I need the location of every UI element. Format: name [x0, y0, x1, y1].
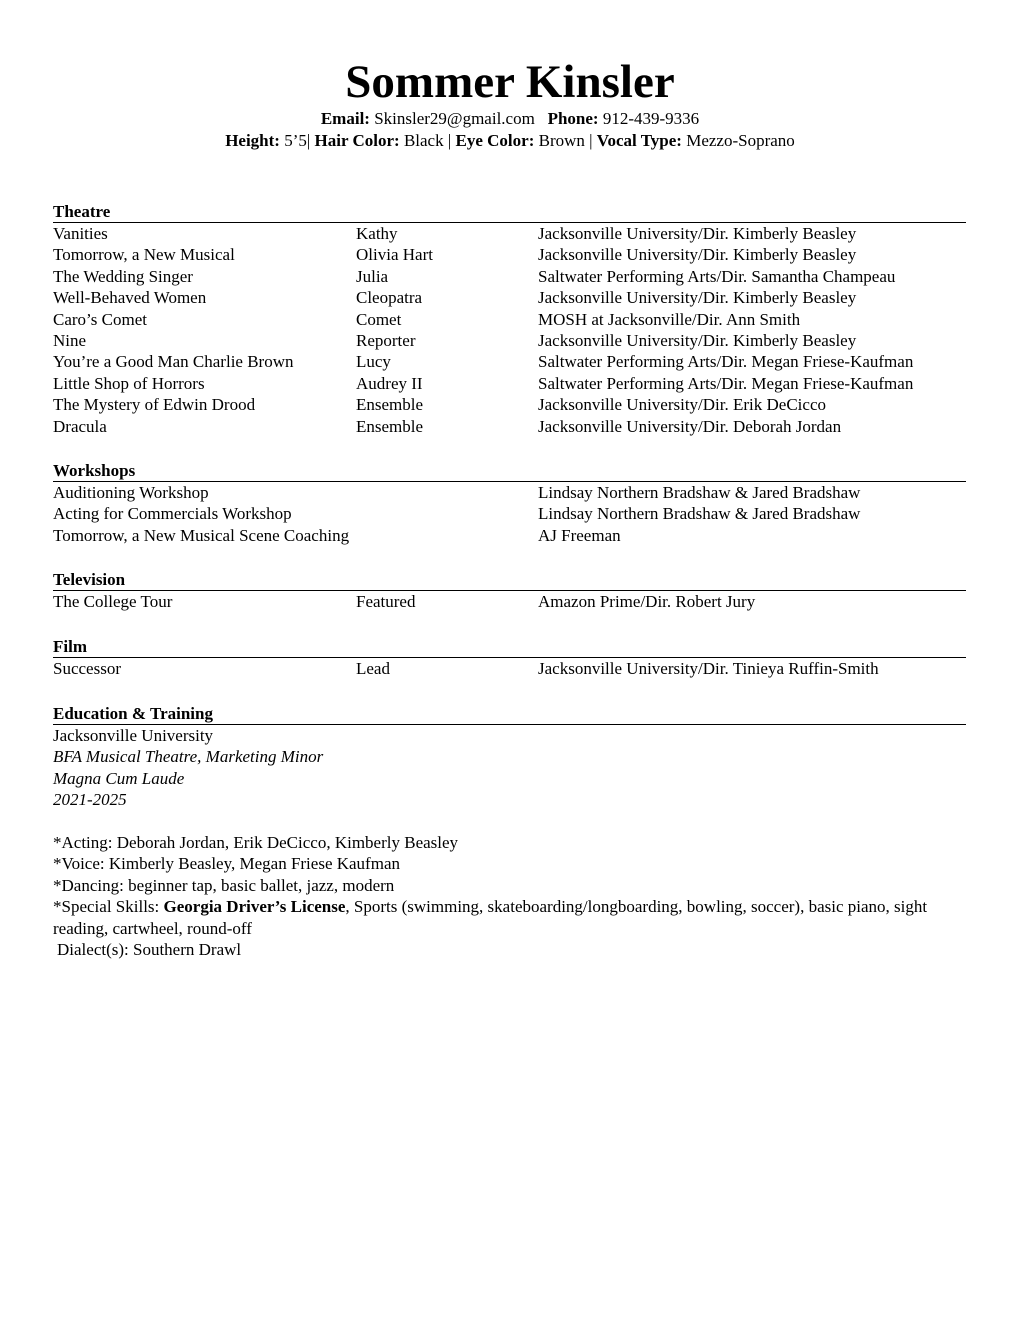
- skills-dancing: *Dancing: beginner tap, basic ballet, jazz, modern: [53, 875, 395, 895]
- theatre-role: Ensemble: [356, 416, 424, 436]
- special-rest: , Sports (swimming, skateboarding/longboarding, bowling, soccer), basic piano, sight reading, cartwheel, round-off: [53, 897, 928, 938]
- theatre-company: Jacksonville University/Dir. Kimberly Beasley: [538, 224, 857, 243]
- theatre-role: Reporter: [356, 330, 416, 350]
- theatre-heading: Theatre: [53, 201, 966, 223]
- theatre-row: [53, 287, 966, 308]
- theatre-show: Dracula: [53, 416, 107, 436]
- workshops-heading: Workshops: [53, 460, 966, 482]
- theatre-row: [53, 373, 966, 394]
- theatre-role: Comet: [356, 309, 402, 329]
- theatre-show: You’re a Good Man Charlie Brown: [53, 352, 294, 372]
- height-value: 5’5|: [284, 131, 311, 150]
- film-row: [53, 658, 966, 679]
- theatre-company: Jacksonville University/Dir. Deborah Jordan: [538, 416, 842, 436]
- eye-value: Brown |: [538, 131, 593, 150]
- education-school: Jacksonville University: [53, 726, 214, 745]
- television-row: [53, 591, 966, 612]
- film-list: [53, 658, 966, 679]
- education-honors: Magna Cum Laude: [53, 768, 185, 788]
- workshops-instructor: AJ Freeman: [538, 525, 621, 545]
- theatre-row: [53, 394, 966, 415]
- eye-label: Eye Color:: [455, 131, 535, 150]
- television-heading: Television: [53, 569, 966, 591]
- special-bold: Georgia Driver’s License: [163, 897, 346, 917]
- film-company: Jacksonville University/Dir. Tinieya Ruffin-Smith: [538, 659, 879, 678]
- theatre-show: Caro’s Comet: [53, 309, 147, 329]
- workshops-row: [53, 503, 966, 524]
- workshops-section: [53, 460, 966, 546]
- television-company: Amazon Prime/Dir. Robert Jury: [538, 592, 756, 611]
- skills-voice: *Voice: Kimberly Beasley, Megan Friese Kaufman: [53, 854, 400, 874]
- special-prefix: *Special Skills:: [53, 897, 164, 917]
- theatre-company: Saltwater Performing Arts/Dir. Megan Friese-Kaufman: [538, 352, 914, 372]
- phone-value: 912-439-9336: [602, 109, 700, 128]
- theatre-row: [53, 416, 966, 437]
- workshops-name: Auditioning Workshop: [53, 483, 209, 502]
- theatre-row: [53, 309, 966, 330]
- theatre-show: Vanities: [53, 224, 108, 243]
- theatre-show: The Mystery of Edwin Drood: [53, 395, 256, 415]
- education-degree: BFA Musical Theatre, Marketing Minor: [53, 747, 324, 767]
- workshops-row: [53, 525, 966, 546]
- television-list: [53, 591, 966, 612]
- email-label: Email:: [320, 109, 370, 128]
- skills-special: [53, 896, 966, 939]
- vocal-value: Mezzo-Soprano: [686, 131, 795, 150]
- theatre-list: [53, 223, 966, 437]
- theatre-row: [53, 330, 966, 351]
- film-section: [53, 636, 966, 679]
- theatre-role: Cleopatra: [356, 288, 423, 308]
- film-heading: Film: [53, 636, 966, 658]
- theatre-role: Ensemble: [356, 395, 424, 415]
- theatre-company: Jacksonville University/Dir. Kimberly Beasley: [538, 288, 857, 308]
- skills-section: [53, 832, 966, 960]
- television-role: Featured: [356, 592, 416, 611]
- theatre-show: The Wedding Singer: [53, 266, 193, 286]
- workshops-name: Tomorrow, a New Musical Scene Coaching: [53, 525, 350, 545]
- theatre-company: Jacksonville University/Dir. Kimberly Beasley: [538, 330, 857, 350]
- height-label: Height:: [225, 131, 280, 150]
- skills-acting: *Acting: Deborah Jordan, Erik DeCicco, Kimberly Beasley: [53, 833, 459, 852]
- education-heading: Education & Training: [53, 703, 966, 725]
- theatre-company: Saltwater Performing Arts/Dir. Megan Friese-Kaufman: [538, 373, 914, 393]
- theatre-show: Little Shop of Horrors: [53, 373, 205, 393]
- workshops-row: [53, 482, 966, 503]
- hair-label: Hair Color:: [314, 131, 400, 150]
- email-value: Skinsler29@gmail.com: [374, 109, 535, 128]
- workshops-name: Acting for Commercials Workshop: [53, 504, 292, 524]
- theatre-show: Nine: [53, 330, 87, 350]
- resume-name: Sommer Kinsler: [345, 56, 675, 108]
- theatre-show: Tomorrow, a New Musical: [53, 245, 235, 265]
- workshops-instructor: Lindsay Northern Bradshaw & Jared Bradshaw: [538, 504, 861, 524]
- theatre-row: [53, 244, 966, 265]
- theatre-row: [53, 266, 966, 287]
- theatre-row: [53, 351, 966, 372]
- education-section: [53, 703, 966, 811]
- theatre-role: Lucy: [356, 352, 391, 372]
- film-role: Lead: [356, 659, 390, 678]
- theatre-company: Saltwater Performing Arts/Dir. Samantha Champeau: [538, 266, 896, 286]
- contact-line: [0, 108, 1020, 130]
- hair-value: Black |: [403, 131, 452, 150]
- theatre-role: Olivia Hart: [356, 245, 433, 265]
- theatre-role: Kathy: [356, 224, 398, 243]
- skills-dialect: Dialect(s): Southern Drawl: [57, 940, 242, 960]
- phone-label: Phone:: [547, 109, 599, 128]
- television-section: [53, 569, 966, 612]
- television-show: The College Tour: [53, 592, 173, 611]
- film-show: Successor: [53, 659, 121, 678]
- theatre-company: Jacksonville University/Dir. Erik DeCicco: [538, 395, 826, 415]
- workshops-list: [53, 482, 966, 546]
- theatre-role: Audrey II: [356, 373, 423, 393]
- theatre-row: [53, 223, 966, 244]
- vocal-label: Vocal Type:: [596, 131, 682, 150]
- theatre-show: Well-Behaved Women: [53, 288, 207, 308]
- attributes-line: [0, 130, 1020, 152]
- theatre-role: Julia: [356, 266, 389, 286]
- education-years: 2021-2025: [53, 790, 127, 810]
- workshops-instructor: Lindsay Northern Bradshaw & Jared Bradshaw: [538, 483, 861, 502]
- theatre-company: MOSH at Jacksonville/Dir. Ann Smith: [538, 309, 801, 329]
- theatre-section: [53, 201, 966, 437]
- theatre-company: Jacksonville University/Dir. Kimberly Beasley: [538, 245, 857, 265]
